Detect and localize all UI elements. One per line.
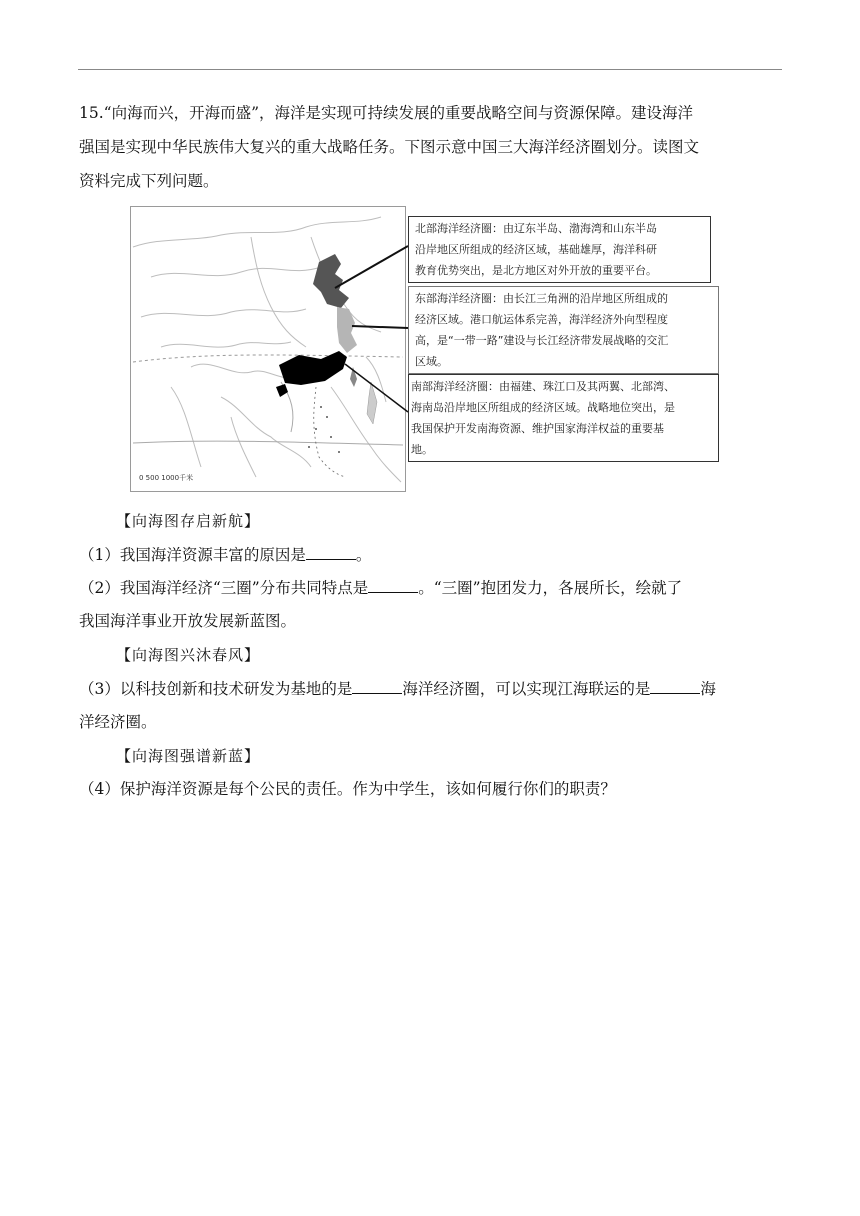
callout-east-line: 经济区域。港口航运体系完善，海洋经济外向型程度 [415, 313, 668, 326]
section-title-2: 【向海图兴沐春风】 [116, 646, 261, 664]
q2-prefix: （2）我国海洋经济“三圈”分布共同特点是 [79, 579, 369, 597]
callout-south [408, 374, 719, 462]
callout-north-line: 沿岸地区所组成的经济区域，基础雄厚，海洋科研 [415, 243, 657, 256]
map-scale: 0 500 1000千米 [139, 474, 194, 482]
intro-line-2: 强国是实现中华民族伟大复兴的重大战略任务。下图示意中国三大海洋经济圈划分。读图文 [79, 138, 700, 156]
callout-south-line: 海南岛沿岸地区所组成的经济区域。战略地位突出，是 [411, 401, 675, 414]
question-1 [79, 539, 784, 572]
q4-text: （4）保护海洋资源是每个公民的责任。作为中学生，该如何履行你们的职责？ [79, 780, 616, 798]
section-title-3: 【向海图强谱新蓝】 [116, 747, 261, 765]
callout-north-line: 北部海洋经济圈：由辽东半岛、渤海湾和山东半岛 [415, 222, 657, 235]
question-4 [79, 773, 784, 806]
callout-east-line: 东部海洋经济圈：由长江三角洲的沿岸地区所组成的 [415, 292, 668, 305]
callout-east-line: 高，是“一带一路”建设与长江经济带发展战略的交汇 [415, 334, 669, 347]
callout-south-line: 我国保护开发南海资源、维护国家海洋权益的重要基 [411, 422, 664, 435]
q3-suffix: 海 [700, 680, 716, 698]
question-3 [79, 673, 784, 739]
q2-line2: 我国海洋事业开放发展新蓝图。 [79, 612, 297, 630]
intro-line-1: 15.“向海而兴，开海而盛”，海洋是实现可持续发展的重要战略空间与资源保障。建设海洋 [79, 104, 694, 122]
callout-east [408, 286, 719, 374]
callout-north-line: 教育优势突出，是北方地区对外开放的重要平台。 [415, 264, 657, 277]
callout-south-line: 地。 [411, 443, 433, 456]
q1-suffix: 。 [355, 546, 372, 564]
q3-answer-blank-2[interactable] [650, 693, 700, 694]
section-title-1: 【向海图存启新航】 [116, 512, 261, 530]
callout-south-line: 南部海洋经济圈：由福建、珠江口及其两翼、北部湾、 [411, 380, 675, 393]
q3-middle: 海洋经济圈，可以实现江海联运的是 [402, 680, 651, 698]
q1-prefix: （1）我国海洋资源丰富的原因是 [79, 546, 306, 564]
q2-suffix: 。“三圈”抱团发力，各展所长，绘就了 [418, 579, 683, 597]
q3-prefix: （3）以科技创新和技术研发为基地的是 [79, 680, 353, 698]
callout-north [408, 216, 711, 283]
question-intro [79, 96, 784, 198]
question-2 [79, 572, 784, 638]
q1-answer-blank[interactable] [306, 559, 356, 560]
map-figure [130, 206, 720, 491]
header-rule [78, 69, 782, 70]
q3-line2: 洋经济圈。 [79, 713, 157, 731]
q2-answer-blank[interactable] [368, 592, 418, 593]
q3-answer-blank-1[interactable] [352, 693, 402, 694]
callout-east-line: 区域。 [415, 355, 448, 368]
intro-line-3: 资料完成下列问题。 [79, 172, 219, 190]
